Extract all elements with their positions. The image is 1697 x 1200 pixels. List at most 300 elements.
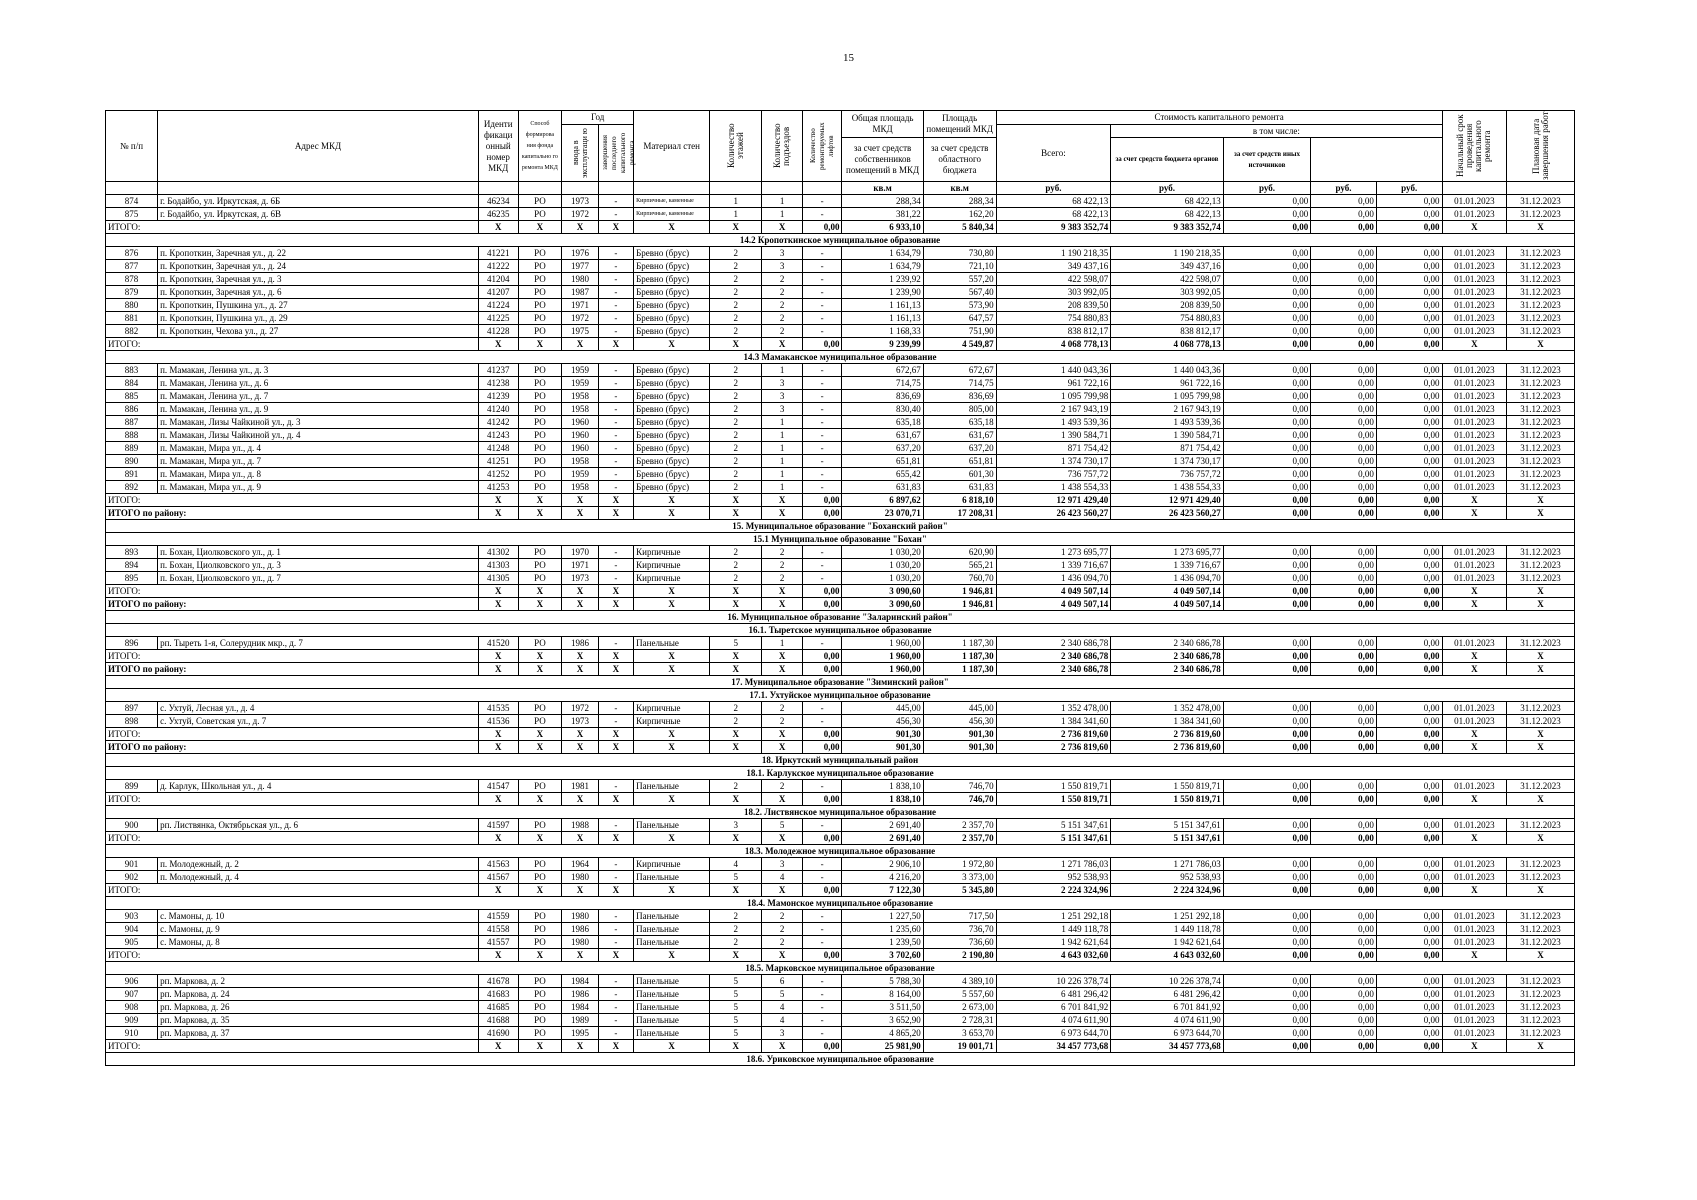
row-material: Бревно (брус) [634, 442, 710, 455]
row-id: 41557 [478, 936, 518, 949]
total-year-entry: X [562, 221, 598, 234]
row-end-date: 31.12.2023 [1507, 1027, 1575, 1040]
units-end [1507, 182, 1575, 195]
row-lifts: - [802, 208, 842, 221]
row-method: РО [518, 325, 562, 338]
section-header-row [106, 962, 1575, 975]
total-owners-cost: 2 736 819,60 [1111, 728, 1224, 741]
row-local-cost: 0,00 [1311, 247, 1377, 260]
row-entrances: 1 [762, 429, 803, 442]
row-method: РО [518, 572, 562, 585]
total-local-cost: 0,00 [1311, 507, 1377, 520]
row-premises-area: 288,34 [923, 195, 996, 208]
row-owners-cost: 68 422,13 [1111, 208, 1224, 221]
row-regional-cost: 0,00 [1223, 923, 1311, 936]
row-entrances: 1 [762, 637, 803, 650]
row-total-area: 655,42 [842, 468, 923, 481]
row-local-cost: 0,00 [1311, 377, 1377, 390]
row-entrances: 3 [762, 1027, 803, 1040]
row-address: п. Кропоткин, Пушкина ул., д. 29 [158, 312, 479, 325]
row-year-entry: 1988 [562, 819, 598, 832]
row-id: 41238 [478, 377, 518, 390]
total-year-entry: X [562, 1040, 598, 1053]
row-premises-area: 2 728,31 [923, 1014, 996, 1027]
row-total-area: 1 030,20 [842, 559, 923, 572]
section-title: 18.3. Молодежное муниципальное образование [106, 845, 1575, 858]
subtotal-row [106, 650, 1575, 663]
row-other-cost: 0,00 [1376, 572, 1442, 585]
table-row [106, 364, 1575, 377]
row-number: 890 [106, 455, 158, 468]
row-number: 898 [106, 715, 158, 728]
row-method: РО [518, 975, 562, 988]
row-total-cost: 961 722,16 [996, 377, 1111, 390]
row-total-area: 1 239,90 [842, 286, 923, 299]
row-address: п. Мамакан, Мира ул., д. 9 [158, 481, 479, 494]
total-year-entry: X [562, 949, 598, 962]
row-material: Бревно (брус) [634, 260, 710, 273]
total-total-area: 7 122,30 [842, 884, 923, 897]
row-end-date: 31.12.2023 [1507, 559, 1575, 572]
total-total-cost: 26 423 560,27 [996, 507, 1111, 520]
total-total-area: 2 691,40 [842, 832, 923, 845]
row-entrances: 3 [762, 260, 803, 273]
row-lifts: - [802, 247, 842, 260]
row-entrances: 2 [762, 286, 803, 299]
row-material: Панельные [634, 1027, 710, 1040]
total-regional-cost: 0,00 [1223, 728, 1311, 741]
row-owners-cost: 736 757,72 [1111, 468, 1224, 481]
row-premises-area: 5 557,60 [923, 988, 996, 1001]
row-lifts: - [802, 858, 842, 871]
row-owners-cost: 349 437,16 [1111, 260, 1224, 273]
row-method: РО [518, 468, 562, 481]
row-total-cost: 68 422,13 [996, 195, 1111, 208]
row-owners-cost: 6 973 644,70 [1111, 1027, 1224, 1040]
row-start-date: 01.01.2023 [1442, 702, 1507, 715]
total-year-entry: X [562, 741, 598, 754]
total-local-cost: 0,00 [1311, 949, 1377, 962]
row-method: РО [518, 559, 562, 572]
row-start-date: 01.01.2023 [1442, 715, 1507, 728]
total-entrances: X [762, 494, 803, 507]
total-other-cost: 0,00 [1376, 1040, 1442, 1053]
row-end-date: 31.12.2023 [1507, 481, 1575, 494]
row-address: п. Мамакан, Ленина ул., д. 7 [158, 390, 479, 403]
total-year-entry: X [562, 884, 598, 897]
row-id: 41678 [478, 975, 518, 988]
row-material: Бревно (брус) [634, 299, 710, 312]
total-owners-cost: 2 340 686,78 [1111, 663, 1224, 676]
total-id: X [478, 507, 518, 520]
row-owners-cost: 871 754,42 [1111, 442, 1224, 455]
row-method: РО [518, 416, 562, 429]
row-year-entry: 1972 [562, 208, 598, 221]
row-end-date: 31.12.2023 [1507, 429, 1575, 442]
row-year-last: - [598, 546, 633, 559]
row-lifts: - [802, 312, 842, 325]
row-material: Панельные [634, 819, 710, 832]
total-local-cost: 0,00 [1311, 728, 1377, 741]
row-local-cost: 0,00 [1311, 208, 1377, 221]
row-start-date: 01.01.2023 [1442, 923, 1507, 936]
row-other-cost: 0,00 [1376, 273, 1442, 286]
row-year-entry: 1959 [562, 364, 598, 377]
row-year-last: - [598, 702, 633, 715]
page-number: 15 [843, 52, 854, 64]
row-regional-cost: 0,00 [1223, 312, 1311, 325]
header-num: № п/п [106, 111, 158, 182]
row-total-cost: 1 271 786,03 [996, 858, 1111, 871]
row-material: Панельные [634, 923, 710, 936]
row-other-cost: 0,00 [1376, 715, 1442, 728]
total-premises-area: 2 357,70 [923, 832, 996, 845]
row-address: рп. Маркова, д. 37 [158, 1027, 479, 1040]
table-row [106, 416, 1575, 429]
row-year-last: - [598, 195, 633, 208]
row-year-entry: 1987 [562, 286, 598, 299]
total-material: X [634, 741, 710, 754]
total-year-entry: X [562, 494, 598, 507]
row-total-cost: 1 390 584,71 [996, 429, 1111, 442]
row-id: 41305 [478, 572, 518, 585]
unit-regional: руб. [1223, 182, 1311, 195]
row-total-cost: 736 757,72 [996, 468, 1111, 481]
row-premises-area: 730,80 [923, 247, 996, 260]
total-premises-area: 1 187,30 [923, 663, 996, 676]
row-address: г. Бодайбо, ул. Иркутская, д. 6В [158, 208, 479, 221]
row-local-cost: 0,00 [1311, 481, 1377, 494]
total-entrances: X [762, 221, 803, 234]
row-material: Бревно (брус) [634, 273, 710, 286]
row-year-last: - [598, 247, 633, 260]
section-title: 17.1. Ухтуйское муниципальное образование [106, 689, 1575, 702]
total-total-area: 6 897,62 [842, 494, 923, 507]
row-other-cost: 0,00 [1376, 377, 1442, 390]
row-id: 41303 [478, 559, 518, 572]
row-local-cost: 0,00 [1311, 390, 1377, 403]
total-end-date: X [1507, 949, 1575, 962]
row-premises-area: 567,40 [923, 286, 996, 299]
row-premises-area: 2 357,70 [923, 819, 996, 832]
row-floors: 2 [710, 572, 762, 585]
row-floors: 5 [710, 975, 762, 988]
row-id: 41204 [478, 273, 518, 286]
row-year-last: - [598, 572, 633, 585]
row-total-cost: 1 251 292,18 [996, 910, 1111, 923]
section-title: 18.1. Карлукское муниципальное образование [106, 767, 1575, 780]
row-material: Бревно (брус) [634, 377, 710, 390]
row-lifts: - [802, 923, 842, 936]
total-year-entry: X [562, 832, 598, 845]
total-start-date: X [1442, 663, 1507, 676]
row-owners-cost: 5 151 347,61 [1111, 819, 1224, 832]
row-lifts: - [802, 780, 842, 793]
row-total-area: 3 652,90 [842, 1014, 923, 1027]
total-id: X [478, 793, 518, 806]
units-num [106, 182, 158, 195]
unit-owners: руб. [1111, 182, 1224, 195]
total-total-area: 3 090,60 [842, 585, 923, 598]
row-other-cost: 0,00 [1376, 455, 1442, 468]
row-address: п. Бохан, Циолковского ул., д. 3 [158, 559, 479, 572]
table-row [106, 975, 1575, 988]
row-regional-cost: 0,00 [1223, 858, 1311, 871]
row-year-last: - [598, 312, 633, 325]
row-total-cost: 2 167 943,19 [996, 403, 1111, 416]
district-total-row [106, 507, 1575, 520]
row-floors: 2 [710, 377, 762, 390]
row-start-date: 01.01.2023 [1442, 208, 1507, 221]
total-end-date: X [1507, 741, 1575, 754]
row-method: РО [518, 936, 562, 949]
row-floors: 2 [710, 546, 762, 559]
row-lifts: - [802, 1001, 842, 1014]
row-id: 41688 [478, 1014, 518, 1027]
row-local-cost: 0,00 [1311, 260, 1377, 273]
row-other-cost: 0,00 [1376, 1001, 1442, 1014]
row-end-date: 31.12.2023 [1507, 546, 1575, 559]
total-entrances: X [762, 598, 803, 611]
row-other-cost: 0,00 [1376, 468, 1442, 481]
row-floors: 2 [710, 325, 762, 338]
row-lifts: - [802, 1014, 842, 1027]
row-lifts: - [802, 442, 842, 455]
total-id: X [478, 221, 518, 234]
total-total-area: 23 070,71 [842, 507, 923, 520]
total-label: ИТОГО по району: [106, 598, 479, 611]
row-entrances: 2 [762, 936, 803, 949]
row-id: 41251 [478, 455, 518, 468]
row-year-last: - [598, 416, 633, 429]
row-method: РО [518, 702, 562, 715]
row-floors: 2 [710, 780, 762, 793]
total-owners-cost: 4 049 507,14 [1111, 585, 1224, 598]
row-method: РО [518, 988, 562, 1001]
table-row [106, 923, 1575, 936]
row-material: Бревно (брус) [634, 403, 710, 416]
total-start-date: X [1442, 949, 1507, 962]
section-title: 18.4. Мамонское муниципальное образование [106, 897, 1575, 910]
row-premises-area: 647,57 [923, 312, 996, 325]
row-owners-cost: 838 812,17 [1111, 325, 1224, 338]
total-owners-cost: 34 457 773,68 [1111, 1040, 1224, 1053]
row-regional-cost: 0,00 [1223, 429, 1311, 442]
total-lifts: 0,00 [802, 884, 842, 897]
row-total-cost: 1 374 730,17 [996, 455, 1111, 468]
total-local-cost: 0,00 [1311, 884, 1377, 897]
total-local-cost: 0,00 [1311, 1040, 1377, 1053]
total-entrances: X [762, 832, 803, 845]
row-method: РО [518, 780, 562, 793]
total-premises-area: 746,70 [923, 793, 996, 806]
row-start-date: 01.01.2023 [1442, 260, 1507, 273]
row-total-cost: 6 481 296,42 [996, 988, 1111, 1001]
section-title: 16.1. Тыретское муниципальное образование [106, 624, 1575, 637]
units-method [518, 182, 562, 195]
section-header-row [106, 689, 1575, 702]
total-total-area: 6 933,10 [842, 221, 923, 234]
total-label: ИТОГО: [106, 585, 479, 598]
total-method: X [518, 663, 562, 676]
row-method: РО [518, 923, 562, 936]
row-material: Кирпичные [634, 702, 710, 715]
row-id: 41535 [478, 702, 518, 715]
row-lifts: - [802, 1027, 842, 1040]
row-total-cost: 838 812,17 [996, 325, 1111, 338]
row-lifts: - [802, 364, 842, 377]
header-cost: Стоимость капитального ремонта [996, 111, 1442, 125]
row-total-cost: 6 973 644,70 [996, 1027, 1111, 1040]
total-lifts: 0,00 [802, 741, 842, 754]
total-other-cost: 0,00 [1376, 728, 1442, 741]
row-year-last: - [598, 1014, 633, 1027]
table-row [106, 208, 1575, 221]
row-id: 46235 [478, 208, 518, 221]
row-material: Кирпичные [634, 572, 710, 585]
total-owners-cost: 4 049 507,14 [1111, 598, 1224, 611]
row-owners-cost: 1 390 584,71 [1111, 429, 1224, 442]
row-premises-area: 2 673,00 [923, 1001, 996, 1014]
row-regional-cost: 0,00 [1223, 1001, 1311, 1014]
row-floors: 2 [710, 416, 762, 429]
district-total-row [106, 598, 1575, 611]
row-year-entry: 1970 [562, 546, 598, 559]
table-body [106, 195, 1575, 1066]
header-other: за счет средств иных источников [1223, 138, 1311, 182]
row-total-cost: 871 754,42 [996, 442, 1111, 455]
total-entrances: X [762, 663, 803, 676]
subtotal-row [106, 494, 1575, 507]
row-floors: 2 [710, 312, 762, 325]
row-local-cost: 0,00 [1311, 416, 1377, 429]
row-local-cost: 0,00 [1311, 1001, 1377, 1014]
units-material [634, 182, 710, 195]
row-other-cost: 0,00 [1376, 546, 1442, 559]
row-address: п. Кропоткин, Заречная ул., д. 22 [158, 247, 479, 260]
total-regional-cost: 0,00 [1223, 832, 1311, 845]
table-row [106, 559, 1575, 572]
row-number: 885 [106, 390, 158, 403]
table-row [106, 299, 1575, 312]
total-floors: X [710, 650, 762, 663]
row-premises-area: 736,70 [923, 923, 996, 936]
total-premises-area: 6 818,10 [923, 494, 996, 507]
row-floors: 2 [710, 481, 762, 494]
header-owners: за счет средств собственников помещений в МКД [842, 138, 923, 182]
row-owners-cost: 68 422,13 [1111, 195, 1224, 208]
row-address: рп. Тыреть 1-я, Солерудник мкр., д. 7 [158, 637, 479, 650]
row-method: РО [518, 195, 562, 208]
total-material: X [634, 221, 710, 234]
row-total-area: 1 634,79 [842, 260, 923, 273]
total-method: X [518, 507, 562, 520]
row-regional-cost: 0,00 [1223, 390, 1311, 403]
row-id: 41242 [478, 416, 518, 429]
row-local-cost: 0,00 [1311, 559, 1377, 572]
row-number: 906 [106, 975, 158, 988]
total-other-cost: 0,00 [1376, 507, 1442, 520]
header-premises-area: Площадь помещений МКД [923, 111, 996, 138]
row-total-cost: 1 095 799,98 [996, 390, 1111, 403]
row-start-date: 01.01.2023 [1442, 247, 1507, 260]
table-row [106, 312, 1575, 325]
row-other-cost: 0,00 [1376, 559, 1442, 572]
total-end-date: X [1507, 832, 1575, 845]
total-lifts: 0,00 [802, 728, 842, 741]
row-total-area: 1 838,10 [842, 780, 923, 793]
row-premises-area: 565,21 [923, 559, 996, 572]
district-total-row [106, 663, 1575, 676]
row-address: п. Молодежный, д. 2 [158, 858, 479, 871]
row-year-entry: 1958 [562, 455, 598, 468]
total-label: ИТОГО: [106, 650, 479, 663]
repair-register-table [105, 110, 1575, 1066]
row-number: 888 [106, 429, 158, 442]
row-total-area: 456,30 [842, 715, 923, 728]
row-method: РО [518, 208, 562, 221]
row-local-cost: 0,00 [1311, 819, 1377, 832]
row-id: 41559 [478, 910, 518, 923]
table-row [106, 442, 1575, 455]
total-label: ИТОГО: [106, 338, 479, 351]
row-total-area: 836,69 [842, 390, 923, 403]
row-address: п. Мамакан, Мира ул., д. 7 [158, 455, 479, 468]
row-entrances: 1 [762, 455, 803, 468]
total-premises-area: 1 946,81 [923, 585, 996, 598]
row-total-cost: 754 880,83 [996, 312, 1111, 325]
row-material: Бревно (брус) [634, 429, 710, 442]
row-floors: 3 [710, 819, 762, 832]
total-regional-cost: 0,00 [1223, 793, 1311, 806]
row-floors: 2 [710, 455, 762, 468]
row-entrances: 2 [762, 923, 803, 936]
row-entrances: 2 [762, 546, 803, 559]
total-premises-area: 4 549,87 [923, 338, 996, 351]
total-material: X [634, 1040, 710, 1053]
row-floors: 2 [710, 429, 762, 442]
row-other-cost: 0,00 [1376, 299, 1442, 312]
row-address: п. Кропоткин, Чехова ул., д. 27 [158, 325, 479, 338]
row-method: РО [518, 390, 562, 403]
row-lifts: - [802, 377, 842, 390]
total-year-last: X [598, 741, 633, 754]
row-end-date: 31.12.2023 [1507, 819, 1575, 832]
row-premises-area: 721,10 [923, 260, 996, 273]
total-premises-area: 901,30 [923, 728, 996, 741]
total-method: X [518, 221, 562, 234]
total-owners-cost: 1 550 819,71 [1111, 793, 1224, 806]
row-method: РО [518, 286, 562, 299]
row-year-last: - [598, 481, 633, 494]
total-label: ИТОГО: [106, 1040, 479, 1053]
row-address: п. Мамакан, Ленина ул., д. 6 [158, 377, 479, 390]
total-owners-cost: 2 340 686,78 [1111, 650, 1224, 663]
row-start-date: 01.01.2023 [1442, 1014, 1507, 1027]
row-year-last: - [598, 286, 633, 299]
row-year-last: - [598, 923, 633, 936]
total-start-date: X [1442, 650, 1507, 663]
row-regional-cost: 0,00 [1223, 975, 1311, 988]
row-owners-cost: 1 273 695,77 [1111, 546, 1224, 559]
total-total-area: 3 702,60 [842, 949, 923, 962]
unit-local: руб. [1311, 182, 1377, 195]
row-floors: 5 [710, 1014, 762, 1027]
row-total-cost: 5 151 347,61 [996, 819, 1111, 832]
row-year-last: - [598, 936, 633, 949]
total-year-entry: X [562, 585, 598, 598]
units-floors [710, 182, 762, 195]
